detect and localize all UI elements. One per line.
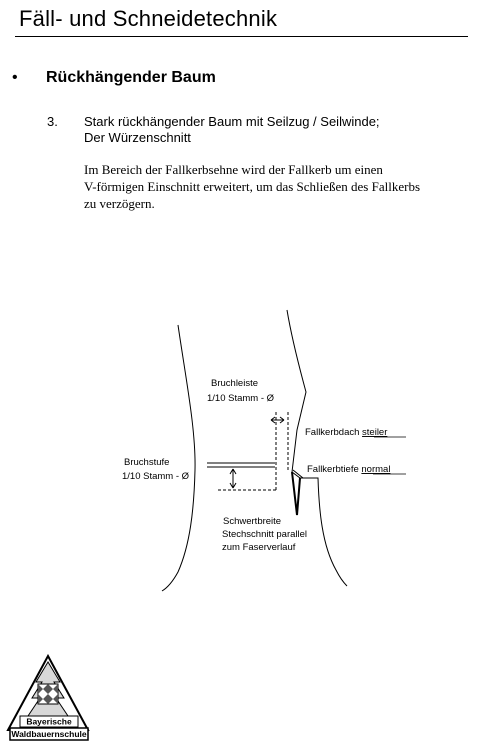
faserverlauf-label: zum Faserverlauf xyxy=(222,542,296,553)
schwertbreite-label: Schwertbreite xyxy=(223,516,282,527)
step-title-line-2: Der Würzenschnitt xyxy=(84,130,191,145)
step-title-line-1: Stark rückhängender Baum mit Seilzug / Seilwinde; xyxy=(84,114,380,129)
section-heading: Rückhängender Baum xyxy=(46,69,216,86)
fallkerbdach-emphasis: steiler xyxy=(362,427,388,438)
fallkerbdach-prefix: Fallkerbdach xyxy=(305,427,363,438)
paragraph-line-1: Im Bereich der Fallkerbsehne wird der Fallkerb um einen xyxy=(84,162,383,177)
fallkerbtiefe-prefix: Fallkerbtiefe xyxy=(307,464,362,475)
fallkerbdach-label xyxy=(305,427,387,438)
logo-crest-icon xyxy=(38,684,58,704)
bruchstufe-measure: 1/10 Stamm - Ø xyxy=(122,471,190,482)
step-number: 3. xyxy=(47,114,58,129)
paragraph-line-2: V-förmigen Einschnitt erweitert, um das Schließen des Fallkerbs xyxy=(84,179,421,194)
trunk-right-outline xyxy=(287,310,347,586)
logo-text-line-1: Bayerische xyxy=(26,716,72,727)
stechschnitt-label: Stechschnitt parallel xyxy=(222,529,308,540)
logo-text-line-2: Waldbauernschule xyxy=(11,729,87,739)
paragraph-line-3: zu verzögern. xyxy=(84,196,155,211)
page-title: Fäll- und Schneidetechnik xyxy=(19,6,278,31)
bruchstufe-label: Bruchstufe xyxy=(124,457,170,468)
bruchleiste-measure: 1/10 Stamm - Ø xyxy=(207,393,275,404)
bullet-marker: • xyxy=(12,69,18,86)
fallkerbtiefe-label xyxy=(307,464,390,475)
waldbauernschule-logo xyxy=(6,654,90,744)
bruchleiste-label: Bruchleiste xyxy=(211,378,258,389)
fallkerb-v-cut xyxy=(292,472,300,515)
fallkerbtiefe-emphasis: normal xyxy=(361,464,391,475)
